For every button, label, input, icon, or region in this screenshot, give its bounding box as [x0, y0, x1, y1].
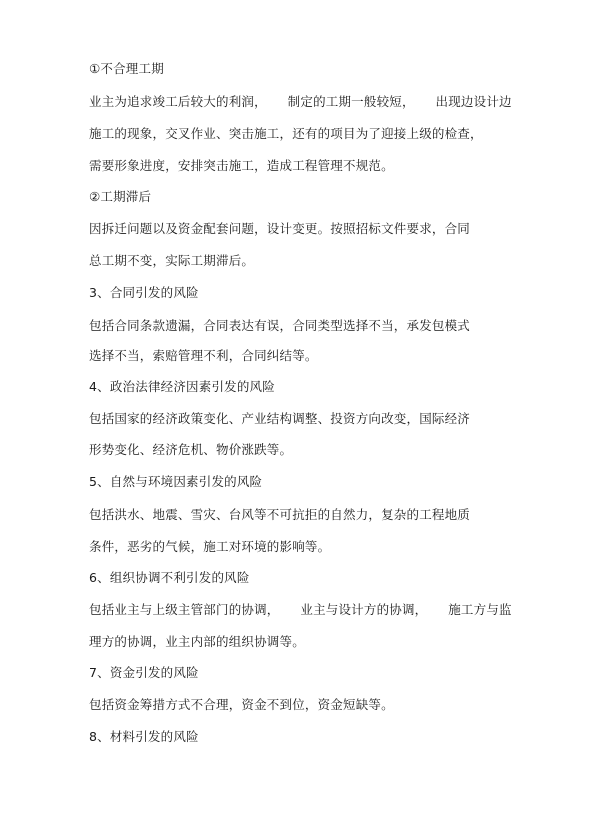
section-heading-contract-risk: 3、合同引发的风险: [89, 285, 199, 300]
paragraph-line: 包括业主与上级主管部门的协调， 业主与设计方的协调， 施工方与监: [89, 602, 512, 617]
paragraph-line: 总工期不变，实际工期滞后。: [89, 253, 255, 268]
paragraph-line: 需要形象进度，安排突击施工，造成工程管理不规范。: [89, 158, 394, 173]
section-heading-political-legal-risk: 4、政治法律经济因素引发的风险: [89, 379, 275, 394]
paragraph-line: 施工的现象，交叉作业、突击施工，还有的项目为了迎接上级的检查，: [89, 126, 483, 141]
subheading-schedule-delay: ②工期滞后: [89, 189, 152, 204]
paragraph-line: 包括国家的经济政策变化、产业结构调整、投资方向改变，国际经济: [89, 411, 471, 426]
section-heading-materials-risk: 8、材料引发的风险: [89, 729, 199, 744]
paragraph-line: 包括资金筹措方式不合理，资金不到位，资金短缺等。: [89, 697, 394, 712]
paragraph-line: 形势变化、经济危机、物价涨跌等。: [89, 442, 293, 457]
paragraph-line: 因拆迁问题以及资金配套问题，设计变更。按照招标文件要求，合同: [89, 221, 471, 236]
paragraph-line: 业主为追求竣工后较大的利润， 制定的工期一般较短， 出现边设计边: [89, 94, 512, 109]
subheading-unreasonable-schedule: ①不合理工期: [89, 61, 164, 76]
paragraph-line: 包括洪水、地震、雪灾、台风等不可抗拒的自然力，复杂的工程地质: [89, 507, 471, 522]
paragraph-line: 理方的协调，业主内部的组织协调等。: [89, 634, 305, 649]
section-heading-natural-environment-risk: 5、自然与环境因素引发的风险: [89, 474, 263, 489]
section-heading-coordination-risk: 6、组织协调不利引发的风险: [89, 570, 250, 585]
section-heading-funding-risk: 7、资金引发的风险: [89, 665, 199, 680]
paragraph-line: 包括合同条款遗漏，合同表达有误，合同类型选择不当，承发包模式: [89, 318, 471, 333]
paragraph-line: 条件，恶劣的气候，施工对环境的影响等。: [89, 539, 331, 554]
paragraph-line: 选择不当，索赔管理不利，合同纠结等。: [89, 348, 318, 363]
